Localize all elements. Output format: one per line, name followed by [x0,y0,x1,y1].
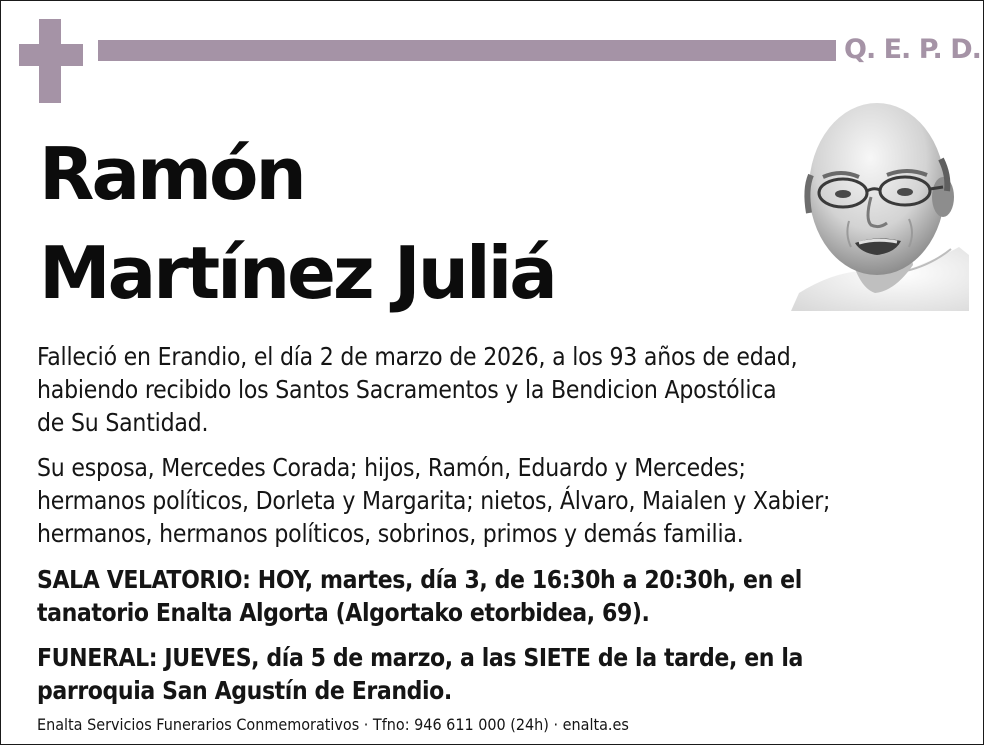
funeral-home-footer: Enalta Servicios Funerarios Conmemorativos · Tfno: 946 611 000 (24h) · enalta.es [37,715,629,734]
cross-icon [19,19,83,103]
family-line: hermanos, hermanos políticos, sobrinos, primos y demás familia. [37,519,744,548]
qepd-badge: Q. E. P. D. [844,34,981,65]
deceased-first-name: Ramón [39,132,304,216]
death-notice-line: de Su Santidad. [37,408,209,437]
funeral-line: parroquia San Agustín de Erandio. [37,676,452,705]
death-notice-paragraph [37,340,937,439]
header-rule [98,40,836,61]
wake-line: SALA VELATORIO: HOY, martes, día 3, de 16:30h a 20:30h, en el [37,565,802,594]
funeral-paragraph [37,641,967,707]
family-line: hermanos políticos, Dorleta y Margarita; nietos, Álvaro, Maialen y Xabier; [37,486,831,515]
death-notice-line: habiendo recibido los Santos Sacramentos y la Bendicion Apostólica [37,375,777,404]
portrait-photo [791,97,969,311]
death-notice-line: Falleció en Erandio, el día 2 de marzo de 2026, a los 93 años de edad, [37,342,798,371]
family-paragraph [37,451,967,550]
wake-line: tanatorio Enalta Algorta (Algortako etorbidea, 69). [37,598,650,627]
funeral-line: FUNERAL: JUEVES, día 5 de marzo, a las SIETE de la tarde, en la [37,643,803,672]
deceased-surnames: Martínez Juliá [39,231,555,315]
wake-paragraph [37,563,967,629]
family-line: Su esposa, Mercedes Corada; hijos, Ramón, Eduardo y Mercedes; [37,453,746,482]
